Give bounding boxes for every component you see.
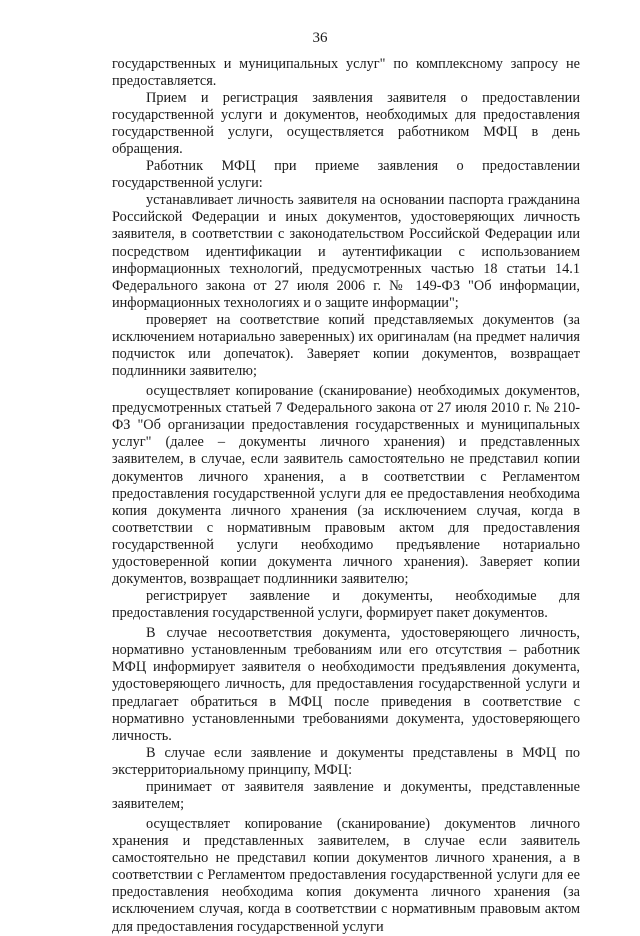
paragraph-10: принимает от заявителя заявление и документы, представленные заявителем; — [112, 778, 580, 812]
paragraph-4: устанавливает личность заявителя на основании паспорта гражданина Российской Федерации и иных документов, удостоверяющих личность заявителя, в соответствии с законодательством Российской Федерации или посредством идентификации и аутентификации с использованием информационных технологий, предусмотренных частью 18 статьи 14.1 Федерального закона от 27 июля 2006 г. № 149-ФЗ "Об информации, информационных технологиях и о защите информации"; — [112, 192, 580, 311]
paragraph-8: В случае несоответствия документа, удостоверяющего личность, нормативно установленным требованиям или его отсутствия – работник МФЦ информирует заявителя о необходимости предъявления документа, удостоверяющего личность, для предоставления государственной услуги и предлагает обратиться в МФЦ после приведения в соответствие с нормативно установленными требованиями документа, удостоверяющего личность. — [112, 625, 580, 744]
paragraph-5: проверяет на соответствие копий представляемых документов (за исключением нотариально заверенных) их оригиналам (на предмет наличия подчисток или допечаток). Заверяет копии документов, возвращает подлинники заявителю; — [112, 311, 580, 379]
paragraph-1: государственных и муниципальных услуг" по комплексному запросу не предоставляется. — [112, 56, 580, 90]
paragraph-3: Работник МФЦ при приеме заявления о предоставлении государственной услуги: — [112, 158, 580, 192]
body-text — [112, 56, 580, 936]
paragraph-9: В случае если заявление и документы представлены в МФЦ по экстерриториальному принципу, МФЦ: — [112, 744, 580, 778]
paragraph-7: регистрирует заявление и документы, необходимые для предоставления государственной услуги, формирует пакет документов. — [112, 587, 580, 621]
paragraph-11: осуществляет копирование (сканирование) документов личного хранения и представленных заявителем, в случае если заявитель самостоятельно не представил копии документов личного хранения, а в соответствии с Регламентом предоставления государственной услуги для ее предоставления необходима копия документа личного хранения (за исключением случая, когда в соответствии с нормативным правовым актом для предоставления государственной услуги — [112, 816, 580, 935]
paragraph-2: Прием и регистрация заявления заявителя о предоставлении государственной услуги и документов, необходимых для предоставления государственной услуги, осуществляется работником МФЦ в день обращения. — [112, 90, 580, 158]
page-number: 36 — [312, 30, 328, 46]
paragraph-6: осуществляет копирование (сканирование) необходимых документов, предусмотренных статьей 7 Федерального закона от 27 июля 2010 г. № 210-ФЗ "Об организации предоставления государственных и муниципальных услуг" (далее – документы личного хранения) и представленных заявителем, в случае, если заявитель самостоятельно не представил копии документов личного хранения, а в соответствии с Регламентом предоставления государственной услуги для ее предоставления необходима копия документа личного хранения (за исключением случая, когда в соответствии с нормативным правовым актом для предоставления государственной услуги необходимо предъявление нотариально удостоверенной копии документа личного хранения). Заверяет копии документов, возвращает подлинники заявителю; — [112, 383, 580, 587]
